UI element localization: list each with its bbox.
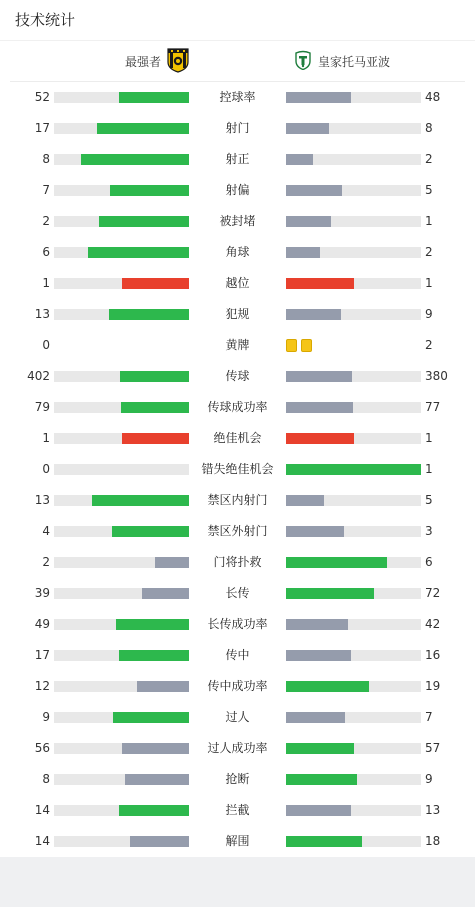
stat-label: 传球 <box>225 369 250 383</box>
away-stat-value: 1 <box>425 462 433 476</box>
home-stat-bar-fill <box>99 216 189 227</box>
away-stat-bar <box>286 309 421 320</box>
stat-label: 射偏 <box>225 183 250 197</box>
home-stat-bar-fill <box>122 278 190 289</box>
away-yellow-cards <box>286 339 312 352</box>
home-stat-bar-fill <box>88 247 189 258</box>
home-stat-value: 0 <box>42 462 50 476</box>
home-stat-bar <box>54 185 189 196</box>
away-stat-bar-fill <box>286 681 369 692</box>
stat-row <box>0 454 475 485</box>
away-stat-value: 3 <box>425 524 433 538</box>
home-stat-value: 13 <box>34 307 50 321</box>
away-stat-bar-fill <box>286 185 342 196</box>
stat-row <box>0 423 475 454</box>
away-stat-bar <box>286 123 421 134</box>
away-team[interactable] <box>295 41 390 81</box>
away-stat-bar <box>286 743 421 754</box>
home-stat-value: 39 <box>34 586 50 600</box>
away-stat-bar-fill <box>286 774 357 785</box>
away-stat-bar-fill <box>286 495 324 506</box>
stat-row <box>0 547 475 578</box>
home-stat-bar <box>54 681 189 692</box>
stat-row <box>0 113 475 144</box>
stat-row <box>0 175 475 206</box>
home-stat-bar-fill <box>125 774 189 785</box>
away-stat-bar-fill <box>286 526 344 537</box>
home-stat-bar <box>54 92 189 103</box>
stat-row <box>0 826 475 857</box>
away-stat-bar-fill <box>286 92 351 103</box>
stat-label: 越位 <box>225 276 250 290</box>
the-strongest-crest-icon <box>167 47 189 76</box>
away-stat-bar-fill <box>286 588 374 599</box>
away-stat-value: 1 <box>425 431 433 445</box>
stat-row <box>0 299 475 330</box>
home-stat-bar <box>54 371 189 382</box>
stat-label: 禁区外射门 <box>207 524 268 538</box>
home-stat-bar-fill <box>110 185 189 196</box>
away-stat-bar <box>286 402 421 413</box>
away-stat-value: 13 <box>425 803 441 817</box>
home-stat-value: 8 <box>42 772 50 786</box>
stat-row <box>0 578 475 609</box>
home-stat-value: 402 <box>27 369 50 383</box>
home-stat-bar <box>54 216 189 227</box>
away-stat-value: 9 <box>425 772 433 786</box>
home-stat-bar-fill <box>113 712 189 723</box>
away-stat-bar-fill <box>286 371 352 382</box>
away-stat-value: 16 <box>425 648 441 662</box>
away-stat-bar-fill <box>286 247 320 258</box>
away-stat-bar <box>286 154 421 165</box>
away-stat-bar <box>286 774 421 785</box>
stat-row <box>0 764 475 795</box>
stat-label: 抢断 <box>225 772 250 786</box>
away-stat-value: 2 <box>425 338 433 352</box>
home-stat-bar-fill <box>97 123 189 134</box>
away-stat-value: 7 <box>425 710 433 724</box>
home-stat-bar <box>54 433 189 444</box>
home-stat-bar <box>54 154 189 165</box>
page-title: 技术统计 <box>15 11 76 29</box>
away-stat-bar-fill <box>286 402 353 413</box>
away-stat-bar-fill <box>286 433 354 444</box>
home-stat-bar-fill <box>130 836 189 847</box>
stat-label: 黄牌 <box>225 338 250 352</box>
stat-label: 解围 <box>225 834 250 848</box>
home-stat-bar <box>54 619 189 630</box>
stat-label: 传球成功率 <box>207 400 268 414</box>
away-stat-value: 380 <box>425 369 448 383</box>
stat-row <box>0 330 475 361</box>
home-stat-bar <box>54 309 189 320</box>
yellow-card-icon <box>301 339 312 352</box>
home-stat-value: 12 <box>34 679 50 693</box>
home-stat-bar <box>54 464 189 475</box>
away-stat-bar-fill <box>286 650 351 661</box>
away-stat-value: 2 <box>425 152 433 166</box>
home-stat-value: 9 <box>42 710 50 724</box>
stat-row <box>0 361 475 392</box>
home-stat-bar-fill <box>109 309 189 320</box>
stat-row <box>0 144 475 175</box>
away-stat-bar <box>286 588 421 599</box>
stat-row <box>0 733 475 764</box>
away-stat-bar-fill <box>286 805 351 816</box>
stat-row <box>0 268 475 299</box>
home-stat-value: 8 <box>42 152 50 166</box>
home-stat-value: 52 <box>34 90 50 104</box>
home-stat-value: 79 <box>34 400 50 414</box>
away-stat-value: 5 <box>425 183 433 197</box>
home-stat-bar-fill <box>120 371 189 382</box>
home-stat-bar <box>54 650 189 661</box>
stat-label: 长传成功率 <box>207 617 268 631</box>
away-stat-bar <box>286 371 421 382</box>
home-stat-value: 1 <box>42 276 50 290</box>
away-stat-bar-fill <box>286 278 354 289</box>
away-stat-bar-fill <box>286 712 345 723</box>
yellow-card-icon <box>286 339 297 352</box>
stat-label: 射门 <box>225 121 250 135</box>
stat-row <box>0 237 475 268</box>
home-stat-bar-fill <box>119 805 189 816</box>
away-stat-bar <box>286 805 421 816</box>
stat-label: 错失绝佳机会 <box>201 462 274 476</box>
home-stat-value: 14 <box>34 834 50 848</box>
home-stat-bar <box>54 743 189 754</box>
stat-label: 犯规 <box>225 307 250 321</box>
away-stat-bar <box>286 464 421 475</box>
home-stat-bar-fill <box>121 402 189 413</box>
home-stat-bar <box>54 588 189 599</box>
home-stat-value: 7 <box>42 183 50 197</box>
away-stat-bar-fill <box>286 123 329 134</box>
stat-label: 拦截 <box>225 803 250 817</box>
home-stat-value: 0 <box>42 338 50 352</box>
home-stat-value: 4 <box>42 524 50 538</box>
home-stat-value: 17 <box>34 121 50 135</box>
home-stat-bar-fill <box>116 619 189 630</box>
stat-label: 禁区内射门 <box>207 493 268 507</box>
team-header <box>0 41 475 81</box>
stat-label: 传中成功率 <box>207 679 268 693</box>
home-stat-bar <box>54 123 189 134</box>
stat-label: 控球率 <box>219 90 256 104</box>
stat-label: 过人成功率 <box>207 741 268 755</box>
stat-row <box>0 609 475 640</box>
away-stat-value: 18 <box>425 834 441 848</box>
away-stat-value: 42 <box>425 617 441 631</box>
away-stat-bar <box>286 92 421 103</box>
stat-label: 长传 <box>225 586 250 600</box>
stat-label: 传中 <box>225 648 250 662</box>
away-stat-value: 1 <box>425 276 433 290</box>
away-stat-bar-fill <box>286 557 387 568</box>
away-stat-bar <box>286 433 421 444</box>
away-stat-bar <box>286 526 421 537</box>
away-stat-value: 9 <box>425 307 433 321</box>
home-stat-value: 17 <box>34 648 50 662</box>
home-stat-bar <box>54 278 189 289</box>
home-stat-value: 14 <box>34 803 50 817</box>
home-stat-bar-fill <box>122 433 190 444</box>
home-stat-bar <box>54 774 189 785</box>
home-stat-bar <box>54 557 189 568</box>
away-stat-bar <box>286 216 421 227</box>
home-stat-bar-fill <box>81 154 189 165</box>
stat-label: 射正 <box>225 152 250 166</box>
home-stat-value: 13 <box>34 493 50 507</box>
stat-label: 绝佳机会 <box>213 431 262 445</box>
away-stat-value: 1 <box>425 214 433 228</box>
home-stat-value: 6 <box>42 245 50 259</box>
away-stat-value: 19 <box>425 679 441 693</box>
away-stat-bar <box>286 836 421 847</box>
away-stat-bar-fill <box>286 464 421 475</box>
home-stat-bar <box>54 805 189 816</box>
home-stat-bar <box>54 402 189 413</box>
stat-row <box>0 640 475 671</box>
home-team-name: 最强者 <box>124 54 161 69</box>
home-stat-bar-fill <box>155 557 189 568</box>
stat-row <box>0 485 475 516</box>
home-stat-bar <box>54 247 189 258</box>
real-tomayapo-crest-icon <box>295 50 311 73</box>
home-stat-bar-fill <box>119 650 189 661</box>
away-stat-bar <box>286 247 421 258</box>
away-stat-value: 8 <box>425 121 433 135</box>
away-team-name: 皇家托马亚波 <box>318 54 391 69</box>
stat-row <box>0 82 475 113</box>
home-stat-value: 56 <box>34 741 50 755</box>
stat-row <box>0 795 475 826</box>
home-stat-bar-fill <box>119 92 189 103</box>
stat-row <box>0 702 475 733</box>
stat-row <box>0 516 475 547</box>
away-stat-value: 72 <box>425 586 441 600</box>
away-stat-value: 57 <box>425 741 441 755</box>
away-stat-bar <box>286 185 421 196</box>
away-stat-bar <box>286 681 421 692</box>
away-stat-value: 5 <box>425 493 433 507</box>
away-stat-bar <box>286 495 421 506</box>
away-stat-value: 48 <box>425 90 441 104</box>
away-stat-bar <box>286 650 421 661</box>
stat-row <box>0 392 475 423</box>
home-stat-bar <box>54 495 189 506</box>
home-stat-value: 2 <box>42 555 50 569</box>
home-stat-value: 49 <box>34 617 50 631</box>
home-stat-bar-fill <box>122 743 189 754</box>
stat-label: 门将扑救 <box>213 555 262 569</box>
stat-label: 被封堵 <box>219 214 256 228</box>
home-team[interactable] <box>125 41 189 81</box>
away-stat-bar-fill <box>286 216 331 227</box>
home-stat-value: 1 <box>42 431 50 445</box>
away-stat-bar-fill <box>286 836 362 847</box>
away-stat-bar-fill <box>286 619 348 630</box>
home-stat-bar-fill <box>142 588 189 599</box>
home-stat-bar <box>54 836 189 847</box>
away-stat-bar <box>286 712 421 723</box>
home-stat-value: 2 <box>42 214 50 228</box>
stat-row <box>0 671 475 702</box>
stat-label: 过人 <box>225 710 250 724</box>
away-stat-bar <box>286 619 421 630</box>
away-stat-bar <box>286 557 421 568</box>
away-stat-value: 77 <box>425 400 441 414</box>
home-stat-bar-fill <box>137 681 189 692</box>
home-stat-bar-fill <box>92 495 190 506</box>
home-stat-bar-fill <box>112 526 189 537</box>
away-stat-bar <box>286 278 421 289</box>
stat-row <box>0 206 475 237</box>
away-stat-bar-fill <box>286 154 313 165</box>
away-stat-bar-fill <box>286 743 354 754</box>
away-stat-bar-fill <box>286 309 341 320</box>
away-stat-value: 6 <box>425 555 433 569</box>
stat-label: 角球 <box>225 245 250 259</box>
home-stat-bar <box>54 526 189 537</box>
home-stat-bar <box>54 712 189 723</box>
away-stat-value: 2 <box>425 245 433 259</box>
